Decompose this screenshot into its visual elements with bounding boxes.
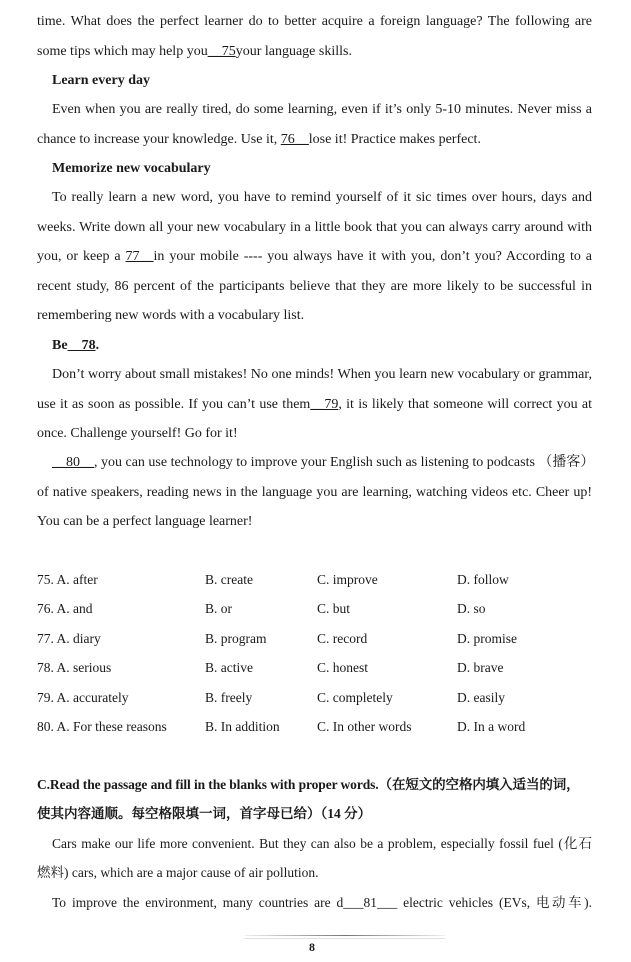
option: D. so: [457, 601, 486, 616]
heading-be-78: [52, 337, 592, 355]
option: B. In addition: [205, 719, 280, 734]
text: use it as soon as possible. If you can’t use them: [37, 397, 311, 412]
line: To improve the environment, many countries are d___81___ electric vehicles (EVs, 电动车).: [52, 895, 592, 910]
option: 80. A. For these reasons: [37, 719, 167, 734]
text: Be: [52, 338, 68, 353]
blank-75: __75: [207, 44, 236, 59]
option: B. program: [205, 631, 267, 646]
option: 77. A. diary: [37, 631, 101, 646]
line: once. Challenge yourself! Go for it!: [37, 426, 238, 441]
line: 燃料) cars, which are a major cause of air pollution.: [37, 865, 319, 880]
option: 79. A. accurately: [37, 690, 129, 705]
heading-learn-every-day: Learn every day: [52, 73, 150, 88]
section-c-title: 使其内容通顺。每空格限填一词，首字母已给）（14 分）: [37, 806, 372, 821]
option: 75. A. after: [37, 572, 98, 587]
section-c-title: C.Read the passage and fill in the blanks with proper words.（在短文的空格内填入适当的词，: [37, 777, 580, 792]
option: D. promise: [457, 631, 517, 646]
option: C. completely: [317, 690, 393, 705]
text: in your mobile ---- you always have it with you, don’t you? According to a: [153, 249, 592, 264]
footer-rule: [245, 935, 445, 936]
option: C. but: [317, 601, 351, 616]
line: [37, 131, 592, 149]
line: recent study, 86 percent of the participants believe that they are more likely to be successful in: [37, 279, 592, 294]
blank-78: __78: [67, 338, 96, 353]
line: weeks. Write down all your new vocabulary in a little book that you can always carry around with: [37, 220, 592, 235]
line: Cars make our life more convenient. But they can also be a problem, especially fossil fuel (化石: [52, 836, 592, 851]
line: remembering new words with a vocabulary list.: [37, 308, 305, 323]
blank-79: __79: [310, 397, 339, 412]
option: B. active: [205, 660, 253, 675]
line: To really learn a new word, you have to remind yourself of it sic times over hours, days and: [52, 190, 592, 205]
line: [52, 454, 595, 472]
blank-77: 77__: [125, 249, 154, 264]
text: some tips which may help you: [37, 44, 208, 59]
line: You can be a perfect language learner!: [37, 514, 253, 529]
footer-rule: [245, 938, 445, 939]
option: D. In a word: [457, 719, 526, 734]
option: D. easily: [457, 690, 505, 705]
option: C. In other words: [317, 719, 412, 734]
option: 78. A. serious: [37, 660, 112, 675]
option: D. follow: [457, 572, 509, 587]
text: lose it! Practice makes perfect.: [308, 132, 481, 147]
option: C. honest: [317, 660, 369, 675]
line: [37, 396, 592, 414]
line: [37, 248, 592, 266]
option: 76. A. and: [37, 601, 93, 616]
option: D. brave: [457, 660, 504, 675]
blank-76: 76__: [280, 132, 309, 147]
option: B. create: [205, 572, 253, 587]
line: of native speakers, reading news in the language you are learning, watching videos etc. Cheer up!: [37, 485, 592, 500]
text: your language skills.: [235, 44, 352, 59]
heading-memorize-vocabulary: Memorize new vocabulary: [52, 161, 211, 176]
text: .: [95, 338, 100, 353]
option: C. record: [317, 631, 368, 646]
option: B. or: [205, 601, 232, 616]
blank-80: __80__: [52, 455, 94, 470]
line: Don’t worry about small mistakes! No one minds! When you learn new vocabulary or grammar,: [52, 367, 592, 382]
line: [37, 43, 592, 61]
text: , you can use technology to improve your English such as listening to podcasts （播客）: [94, 455, 595, 470]
page-number: 8: [309, 940, 315, 954]
option: C. improve: [317, 572, 378, 587]
line: Even when you are really tired, do some learning, even if it’s only 5-10 minutes. Never miss a: [52, 102, 592, 117]
text: , it is likely that someone will correct you at: [338, 397, 593, 412]
line: time. What does the perfect learner do to better acquire a foreign language? The following are: [37, 14, 592, 29]
text: you, or keep a: [37, 249, 126, 264]
text: chance to increase your knowledge. Use it,: [37, 132, 281, 147]
option: B. freely: [205, 690, 253, 705]
